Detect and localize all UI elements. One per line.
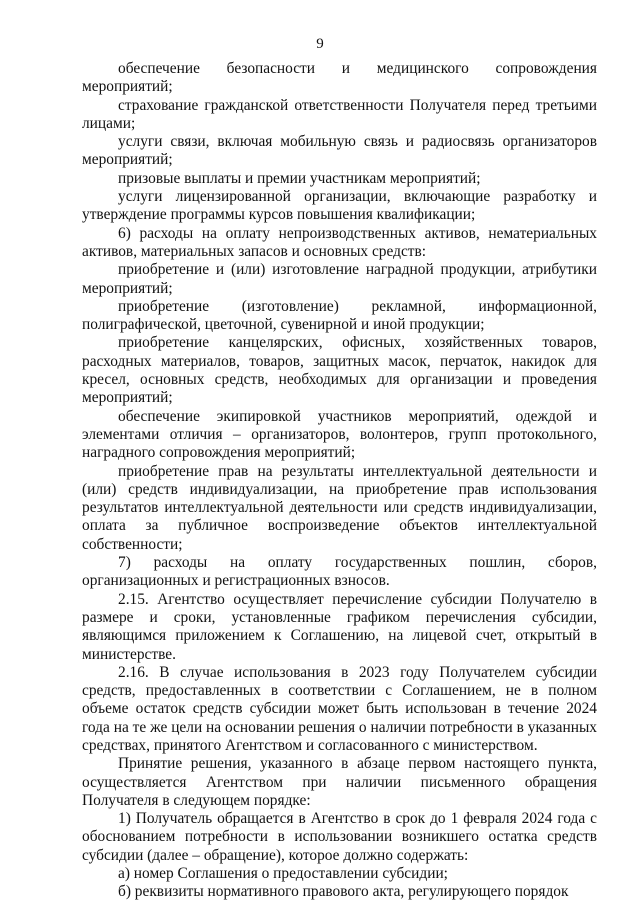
paragraph-equipment: обеспечение экипировкой участников мероприятий, одеждой и элементами отличия – организаторов, волонтеров, групп протокольного, наградного сопровождения мероприятий;	[82, 407, 597, 462]
paragraph-decision-procedure: Принятие решения, указанного в абзаце первом настоящего пункта, осуществляется Агентством при наличии письменного обращения Получателя в следующем порядке:	[82, 755, 597, 809]
paragraph-medical-support: обеспечение безопасности и медицинского сопровождения мероприятий;	[82, 60, 597, 96]
paragraph-step-1: 1) Получатель обращается в Агентство в срок до 1 февраля 2024 года с обоснованием потребности в использовании возникшего остатка средств субсидии (далее – обращение), которое должно содержать:	[82, 810, 597, 864]
paragraph-award-products: приобретение и (или) изготовление наградной продукции, атрибутики мероприятий;	[82, 261, 597, 297]
page-number: 9	[316, 36, 324, 52]
paragraph-prize-payments: призовые выплаты и премии участникам мероприятий;	[118, 169, 481, 187]
paragraph-liability-insurance: страхование гражданской ответственности Получателя перед третьими лицами;	[82, 96, 597, 132]
paragraph-step-a: а) номер Соглашения о предоставлении субсидии;	[118, 865, 448, 883]
paragraph-intellectual-property: приобретение прав на результаты интеллектуальной деятельности и (или) средств индивидуализации, на приобретение прав использования результатов интеллектуальной деятельности или средств индивидуализации, оплата за публичное воспроизведение объектов интеллектуальной собственности;	[82, 462, 597, 553]
paragraph-advertising-products: приобретение (изготовление) рекламной, информационной, полиграфической, цветочной, сувенирной и иной продукции;	[82, 297, 597, 334]
paragraph-item-6: 6) расходы на оплату непроизводственных активов, нематериальных активов, материальных запасов и основных средств:	[82, 224, 597, 260]
paragraph-step-b: б) реквизиты нормативного правового акта, регулирующего порядок	[118, 883, 569, 901]
document-body	[82, 60, 597, 902]
paragraph-2-15: 2.15. Агентство осуществляет перечисление субсидии Получателю в размере и сроки, установленные графиком перечисления субсидии, являющимся приложением к Соглашению, на лицевой счет, открытый в министерстве.	[82, 590, 597, 663]
paragraph-communication-services: услуги связи, включая мобильную связь и радиосвязь организаторов мероприятий;	[82, 133, 597, 169]
paragraph-item-7: 7) расходы на оплату государственных пошлин, сборов, организационных и регистрационных взносов.	[82, 554, 597, 590]
paragraph-licensed-services: услуги лицензированной организации, включающие разработку и утверждение программы курсов повышения квалификации;	[82, 188, 597, 224]
paragraph-2-16: 2.16. В случае использования в 2023 году Получателем субсидии средств, предоставленных в соответствии с Соглашением, не в полном объеме остаток средств субсидии может быть использован в течение 2024 года на те же цели на основании решения о наличии потребности в указанных средствах, принятого Агентством и согласованного с министерством.	[82, 663, 597, 754]
paragraph-office-supplies: приобретение канцелярских, офисных, хозяйственных товаров, расходных материалов, товаров, защитных масок, перчаток, накидок для кресел, основных средств, необходимых для организации и проведения мероприятий;	[82, 334, 597, 407]
